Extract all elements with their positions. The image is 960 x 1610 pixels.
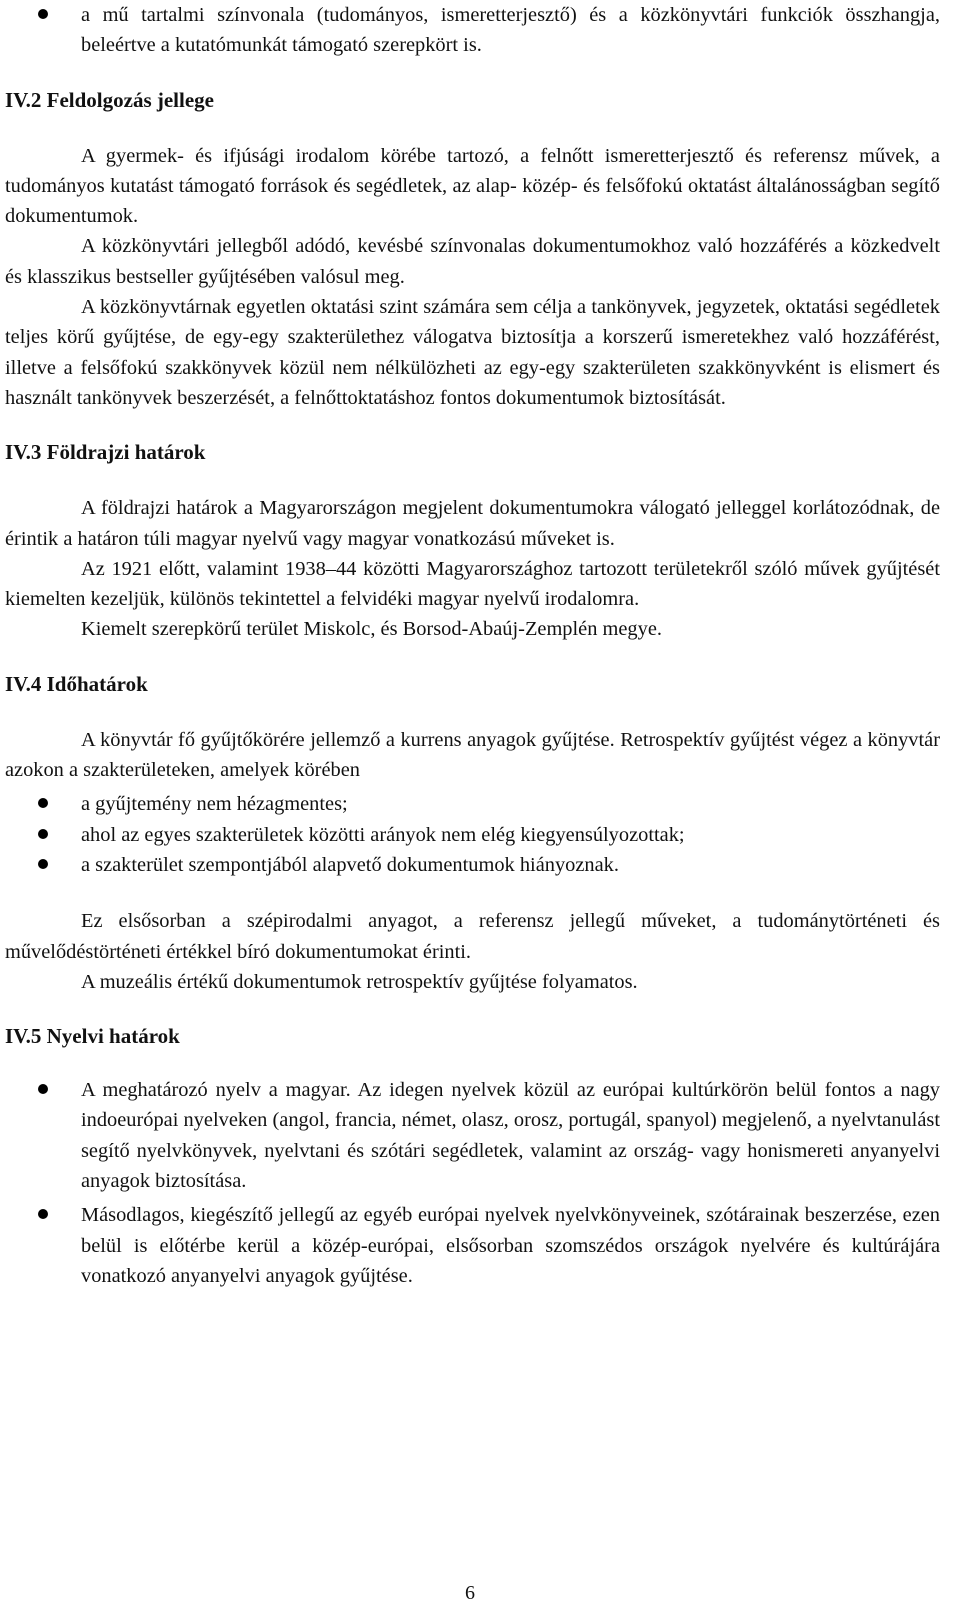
paragraph: A közkönyvtárnak egyetlen oktatási szint számára sem célja a tankönyvek, jegyzetek, oktatási segédletek teljes körű gyűjtése, de egy-egy szakterülethez válogatva biztosítja a korszerű ismeretekhez való hozzáférést, illetve a felsőfokú szakkönyvek közül nem nélkülözheti az egy-egy szakterületen szakkönyvként is elismert és használt tankönyvek beszerzését, a felnőttoktatáshoz fontos dokumentumok biztosítását. <box>5 296 940 409</box>
paragraph: A muzeális értékű dokumentumok retrospektív gyűjtése folyamatos. <box>81 970 638 993</box>
section-heading: IV.3 Földrajzi határok <box>5 440 206 465</box>
intro-bullet-list <box>5 0 940 61</box>
paragraph: A földrajzi határok a Magyarországon megjelent dokumentumokra válogató jelleggel korlátozódnak, de érintik a határon túli magyar nyelvű vagy magyar vonatkozású műveket is. <box>5 497 940 550</box>
bullet-icon <box>38 798 48 808</box>
list-item: a szakterület szempontjából alapvető dokumentumok hiányoznak. <box>5 850 940 880</box>
list-item: a gyűjtemény nem hézagmentes; <box>5 789 940 819</box>
bullet-icon <box>38 1209 48 1219</box>
document-page <box>5 0 940 1291</box>
paragraph: Ez elsősorban a szépirodalmi anyagot, a referensz jellegű műveket, a tudománytörténeti és művelődéstörténeti értékkel bíró dokumentumokat érinti. <box>5 910 940 963</box>
paragraph: A közkönyvtári jellegből adódó, kevésbé színvonalas dokumentumokhoz való hozzáférés a közkedvelt és klasszikus bestseller gyűjtésében valósul meg. <box>5 235 940 288</box>
section-heading: IV.2 Feldolgozás jellege <box>5 87 214 112</box>
list-item: a mű tartalmi színvonala (tudományos, ismeretterjesztő) és a közkönyvtári funkciók összhangja, beleértve a kutatómunkát támogató szerepkört is. <box>5 0 940 61</box>
list-item: Másodlagos, kiegészítő jellegű az egyéb európai nyelvek nyelvkönyveinek, szótárainak beszerzése, ezen belül is előtérbe kerül a közép-európai, elsősorban szomszédos országok nyelvére és kultúrájára vonatkozó anyanyelvi anyagok gyűjtése. <box>5 1200 940 1291</box>
list-item: ahol az egyes szakterületek közötti arányok nem elég kiegyensúlyozottak; <box>5 820 940 850</box>
paragraph: A könyvtár fő gyűjtőkörére jellemző a kurrens anyagok gyűjtése. Retrospektív gyűjtést végez a könyvtár azokon a szakterületeken, amelyek körében <box>5 728 940 782</box>
section-heading: IV.4 Időhatárok <box>5 671 148 696</box>
bullet-icon <box>38 9 48 19</box>
bullet-icon <box>38 859 48 869</box>
paragraph: A gyermek- és ifjúsági irodalom körébe tartozó, a felnőtt ismeretterjesztő és referensz művek, a tudományos kutatást támogató források és segédletek, az alap- közép- és felsőfokú oktatást általánosságban segítő dokumentumok. <box>5 144 940 228</box>
list-item: A meghatározó nyelv a magyar. Az idegen nyelvek közül az európai kultúrkörön belül fontos a nagy indoeurópai nyelveken (angol, francia, német, olasz, orosz, portugál, spanyol) megjelenő, a nyelvtanulást segítő nyelvkönyvek, nyelvtani és szótári segédletek, valamint az ország- vagy honismereti anyanyelvi anyagok biztosítása. <box>5 1075 940 1196</box>
bullet-icon <box>38 829 48 839</box>
section-heading: IV.5 Nyelvi határok <box>5 1024 180 1049</box>
paragraph: Kiemelt szerepkörű terület Miskolc, és Borsod-Abaúj-Zemplén megye. <box>81 618 662 641</box>
bullet-list <box>5 789 940 880</box>
paragraph: Az 1921 előtt, valamint 1938–44 közötti Magyarországhoz tartozott területekről szóló művek gyűjtését kiemelten kezeljük, különös tekintettel a felvidéki magyar nyelvű irodalomra. <box>5 557 940 611</box>
bullet-icon <box>38 1084 48 1094</box>
page-number: 6 <box>465 1582 475 1604</box>
bullet-list <box>5 1075 940 1291</box>
